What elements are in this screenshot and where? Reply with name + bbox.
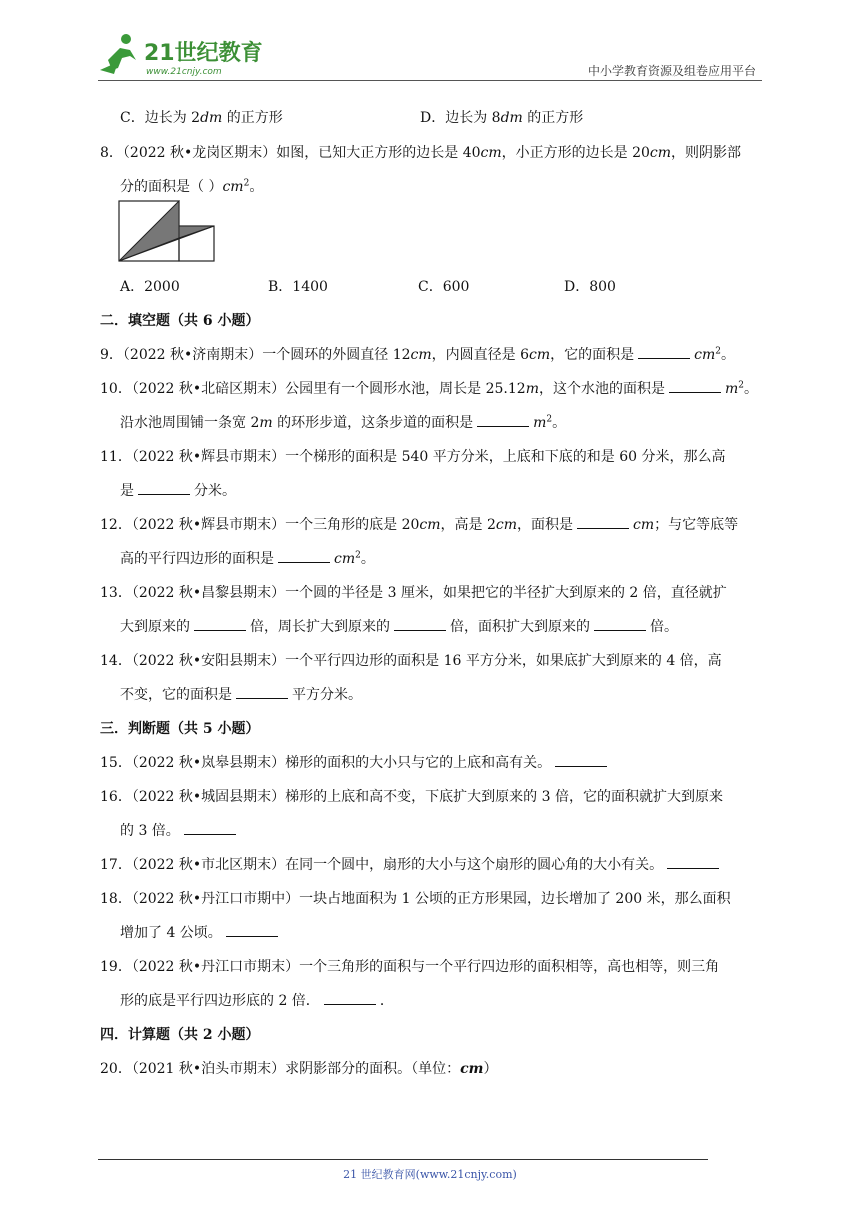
q14-blank[interactable] bbox=[236, 686, 288, 699]
q10-blank-1[interactable] bbox=[669, 380, 721, 393]
q20-line: 20．（2021 秋•泊头市期末）求阴影部分的面积。（单位：cm） bbox=[100, 1061, 498, 1077]
q7-option-c: C．边长为 2dm 的正方形 bbox=[120, 110, 283, 126]
q11-blank[interactable] bbox=[138, 482, 190, 495]
footer-divider bbox=[98, 1159, 708, 1160]
q8-figure bbox=[118, 200, 218, 262]
q12-blank-1[interactable] bbox=[577, 516, 629, 529]
site-logo bbox=[96, 30, 266, 80]
q18-line2: 增加了 4 公顷。 bbox=[120, 922, 282, 942]
q14-line1: 14．（2022 秋•安阳县期末）一个平行四边形的面积是 16 平方分米，如果底扩大到原来的 4 倍，高 bbox=[100, 653, 722, 669]
q11-line2: 是 分米。 bbox=[120, 483, 236, 499]
q8-option-b: B．1400 bbox=[268, 279, 328, 295]
q10-line1: 10．（2022 秋•北碚区期末）公园里有一个圆形水池，周长是 25.12m，这个水池的面积是 $m^2$。 bbox=[100, 380, 758, 397]
section-title-fill-blank: 二．填空题（共 6 小题） bbox=[100, 313, 260, 329]
header-platform-text: 中小学教育资源及组卷应用平台 bbox=[587, 64, 756, 78]
logo-url: www.21cnjy.com bbox=[146, 67, 222, 77]
q13-line1: 13．（2022 秋•昌黎县期末）一个圆的半径是 3 厘米，如果把它的半径扩大到原来的 2 倍，直径就扩 bbox=[100, 585, 727, 601]
q19-line1: 19．（2022 秋•丹江口市期末）一个三角形的面积与一个平行四边形的面积相等，高也相等，则三角 bbox=[100, 959, 720, 975]
q10-blank-2[interactable] bbox=[477, 414, 529, 427]
q16-line2: 的 3 倍。 bbox=[120, 820, 240, 840]
q13-blank-3[interactable] bbox=[594, 618, 646, 631]
shaded-triangle-1 bbox=[119, 201, 179, 261]
q8-option-c: C．600 bbox=[418, 279, 470, 295]
q12-blank-2[interactable] bbox=[278, 550, 330, 563]
q13-blank-1[interactable] bbox=[194, 618, 246, 631]
header-divider bbox=[98, 80, 762, 81]
q18-line1: 18．（2022 秋•丹江口市期中）一块占地面积为 1 公顷的正方形果园，边长增加了 200 米，那么面积 bbox=[100, 891, 731, 907]
q19-line2: 形的底是平行四边形底的 2 倍． ． bbox=[120, 993, 394, 1009]
q8-option-d: D．800 bbox=[564, 279, 616, 295]
q13-blank-2[interactable] bbox=[394, 618, 446, 631]
q13-line2: 大到原来的 倍，周长扩大到原来的 倍，面积扩大到原来的 倍。 bbox=[120, 619, 678, 635]
q16-blank[interactable] bbox=[184, 822, 236, 835]
q15-blank[interactable] bbox=[555, 754, 607, 767]
q8-line1: 8．（2022 秋•龙岗区期末）如图，已知大正方形的边长是 40cm，小正方形的边长是 20cm，则阴影部 bbox=[100, 145, 742, 161]
q8-option-a: A．2000 bbox=[120, 279, 180, 295]
section-title-true-false: 三．判断题（共 5 小题） bbox=[100, 721, 260, 737]
footer-text: 21 世纪教育网(www.21cnjy.com) bbox=[343, 1168, 517, 1181]
q9-line: 9．（2022 秋•济南期末）一个圆环的外圆直径 12cm，内圆直径是 6cm，它的面积是 $cm^2$。 bbox=[100, 346, 735, 363]
q16-line1: 16．（2022 秋•城固县期末）梯形的上底和高不变，下底扩大到原来的 3 倍，它的面积就扩大到原来 bbox=[100, 789, 723, 805]
section-title-calculation: 四．计算题（共 2 小题） bbox=[100, 1027, 260, 1043]
q14-line2: 不变，它的面积是 平方分米。 bbox=[120, 687, 362, 703]
runner-icon bbox=[100, 34, 136, 74]
q17-blank[interactable] bbox=[667, 856, 719, 869]
q18-blank[interactable] bbox=[226, 924, 278, 937]
q15-line: 15．（2022 秋•岚皋县期末）梯形的面积的大小只与它的上底和高有关。 bbox=[100, 752, 611, 772]
q11-line1: 11．（2022 秋•辉县市期末）一个梯形的面积是 540 平方分米，上底和下底的和是 60 分米，那么高 bbox=[100, 449, 726, 465]
logo-text: 21世纪教育 bbox=[144, 41, 263, 66]
q19-blank[interactable] bbox=[324, 992, 376, 1005]
q17-line: 17．（2022 秋•市北区期末）在同一个圆中，扇形的大小与这个扇形的圆心角的大小有关。 bbox=[100, 854, 723, 874]
q10-line2: 沿水池周围铺一条宽 2m 的环形步道，这条步道的面积是 $m^2$。 bbox=[120, 414, 567, 431]
q12-line1: 12．（2022 秋•辉县市期末）一个三角形的底是 20cm，高是 2cm，面积是 cm；与它等底等 bbox=[100, 517, 739, 533]
q12-line2: 高的平行四边形的面积是 $cm^2$。 bbox=[120, 550, 375, 567]
q7-option-d: D．边长为 8dm 的正方形 bbox=[420, 110, 584, 126]
q8-line2: 分的面积是（ ）$cm^2$。 bbox=[120, 178, 264, 195]
q9-blank[interactable] bbox=[638, 346, 690, 359]
